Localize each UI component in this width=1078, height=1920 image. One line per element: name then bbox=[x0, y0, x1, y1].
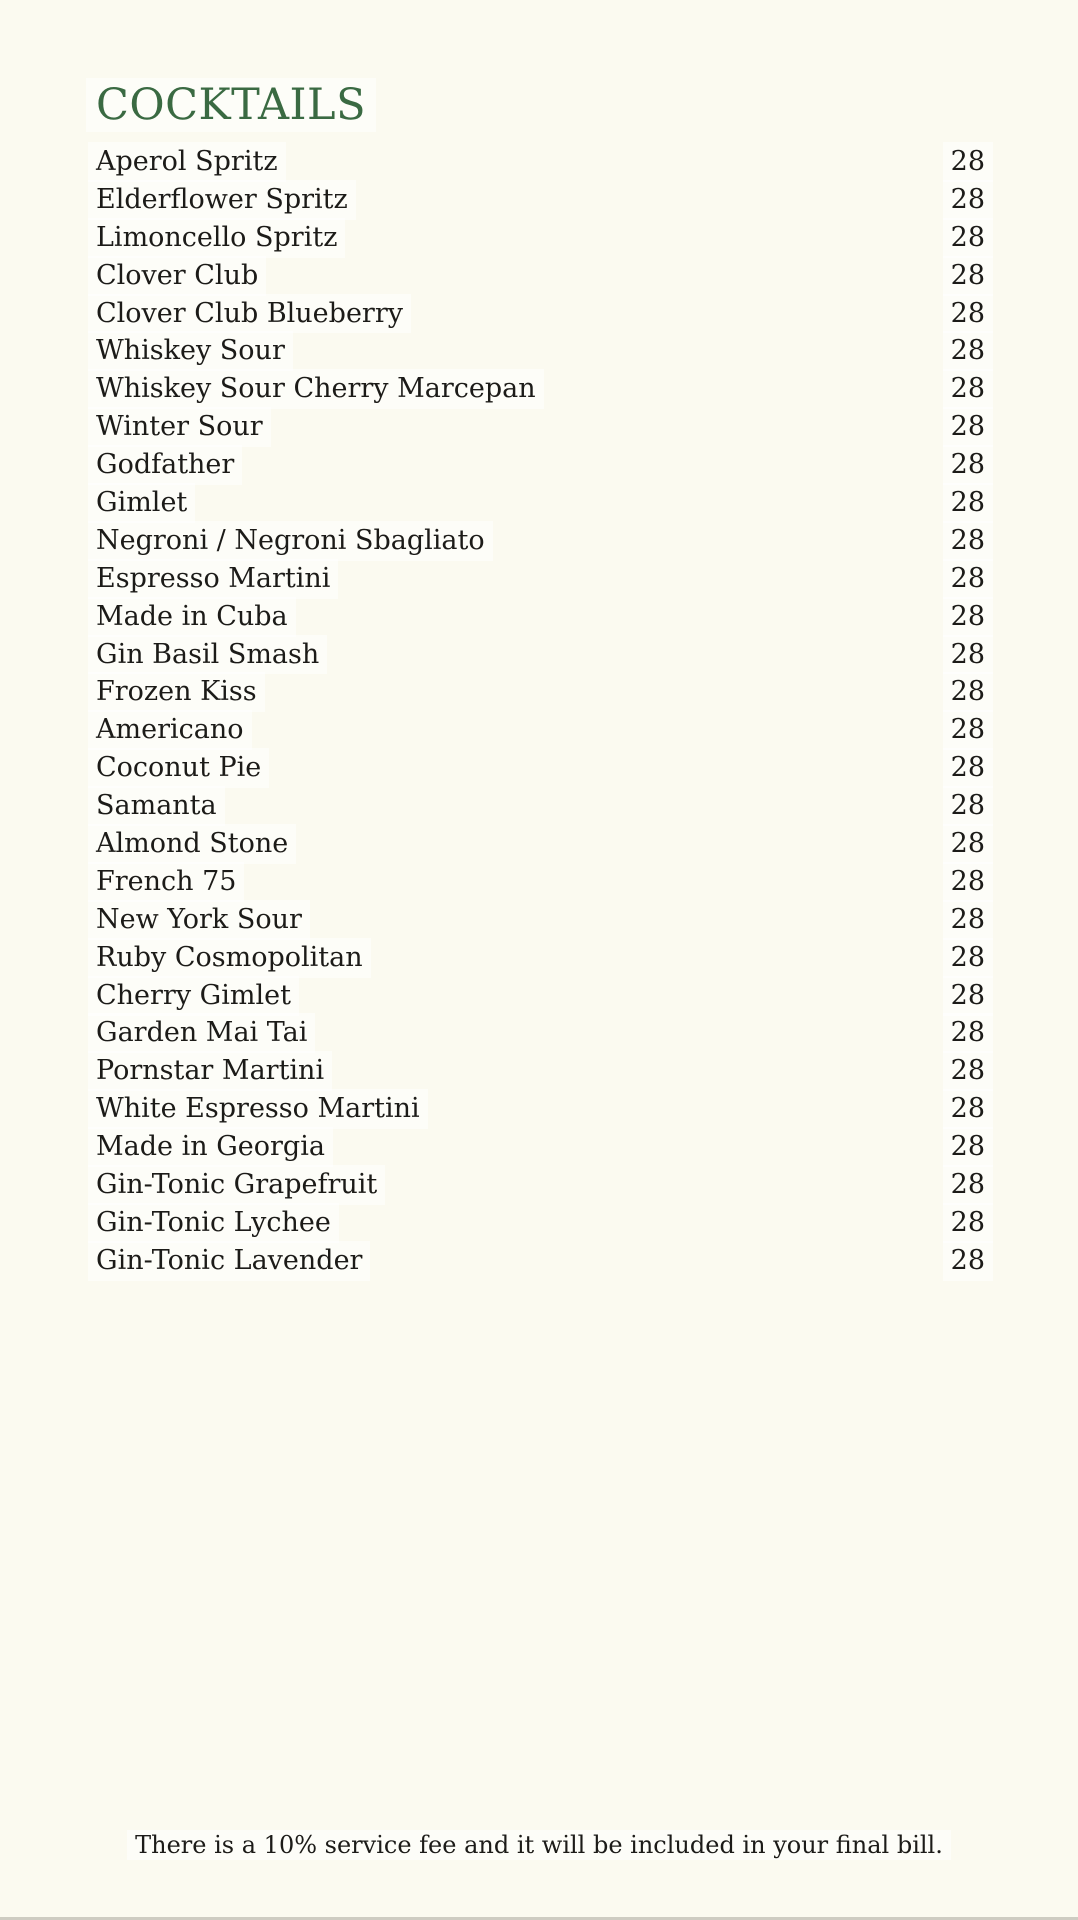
menu-item-row bbox=[96, 749, 985, 787]
menu-item-price: 28 bbox=[943, 331, 993, 371]
menu-item-price: 28 bbox=[943, 748, 993, 788]
menu-item-row bbox=[96, 143, 985, 181]
menu-item-name: White Espresso Martini bbox=[88, 1089, 428, 1129]
menu-item-name: Clover Club bbox=[88, 256, 266, 296]
menu-item-price: 28 bbox=[943, 483, 993, 523]
menu-item-row bbox=[96, 295, 985, 333]
menu-item-name: Espresso Martini bbox=[88, 559, 338, 599]
menu-item-name: Cherry Gimlet bbox=[88, 976, 299, 1016]
menu-item-name: Limoncello Spritz bbox=[88, 218, 345, 258]
menu-item-price: 28 bbox=[943, 1127, 993, 1167]
menu-item-row bbox=[96, 446, 985, 484]
menu-item-name: Gin Basil Smash bbox=[88, 635, 327, 675]
menu-item-name: Made in Georgia bbox=[88, 1127, 333, 1167]
menu-item-row bbox=[96, 939, 985, 977]
menu-item-row bbox=[96, 1014, 985, 1052]
menu-item-name: Aperol Spritz bbox=[88, 142, 286, 182]
menu-item-price: 28 bbox=[943, 180, 993, 220]
menu-item-price: 28 bbox=[943, 635, 993, 675]
menu-item-name: New York Sour bbox=[88, 900, 310, 940]
menu-item-price: 28 bbox=[943, 142, 993, 182]
menu-item-row bbox=[96, 560, 985, 598]
menu-item-price: 28 bbox=[943, 786, 993, 826]
menu-item-price: 28 bbox=[943, 900, 993, 940]
menu-item-row bbox=[96, 598, 985, 636]
menu-footer bbox=[0, 1829, 1078, 1861]
menu-item-name: Godfather bbox=[88, 445, 242, 485]
menu-item-price: 28 bbox=[943, 1051, 993, 1091]
menu-item-row bbox=[96, 1128, 985, 1166]
menu-item-name: Gin-Tonic Lavender bbox=[88, 1241, 370, 1281]
menu-item-row bbox=[96, 711, 985, 749]
menu-item-price: 28 bbox=[943, 1203, 993, 1243]
menu-item-row bbox=[96, 484, 985, 522]
menu-item-row bbox=[96, 181, 985, 219]
menu-item-price: 28 bbox=[943, 597, 993, 637]
menu-item-price: 28 bbox=[943, 1089, 993, 1129]
cocktail-list bbox=[96, 143, 985, 1280]
menu-item-row bbox=[96, 1166, 985, 1204]
menu-section-title-text: COCKTAILS bbox=[86, 78, 376, 132]
menu-item-name: Ruby Cosmopolitan bbox=[88, 938, 371, 978]
menu-item-name: Samanta bbox=[88, 786, 225, 826]
menu-item-price: 28 bbox=[943, 369, 993, 409]
menu-item-name: Clover Club Blueberry bbox=[88, 294, 411, 334]
menu-item-row bbox=[96, 1242, 985, 1280]
menu-item-name: Frozen Kiss bbox=[88, 672, 265, 712]
menu-item-price: 28 bbox=[943, 1165, 993, 1205]
menu-item-price: 28 bbox=[943, 1013, 993, 1053]
menu-item-row bbox=[96, 673, 985, 711]
service-fee-note bbox=[0, 1829, 1078, 1861]
menu-item-price: 28 bbox=[943, 294, 993, 334]
menu-item-name: Coconut Pie bbox=[88, 748, 269, 788]
menu-item-price: 28 bbox=[943, 445, 993, 485]
menu-item-row bbox=[96, 787, 985, 825]
menu-item-name: Americano bbox=[88, 710, 252, 750]
menu-item-row bbox=[96, 219, 985, 257]
menu-item-price: 28 bbox=[943, 407, 993, 447]
menu-item-name: Gimlet bbox=[88, 483, 195, 523]
menu-item-row bbox=[96, 370, 985, 408]
menu-item-name: Whiskey Sour bbox=[88, 331, 293, 371]
menu-item-row bbox=[96, 825, 985, 863]
menu-item-price: 28 bbox=[943, 862, 993, 902]
menu-item-name: Elderflower Spritz bbox=[88, 180, 356, 220]
menu-item-name: Whiskey Sour Cherry Marcepan bbox=[88, 369, 544, 409]
menu-item-name: Pornstar Martini bbox=[88, 1051, 332, 1091]
menu-item-row bbox=[96, 636, 985, 674]
menu-item-row bbox=[96, 863, 985, 901]
menu-item-name: Made in Cuba bbox=[88, 597, 296, 637]
menu-item-row bbox=[96, 1090, 985, 1128]
menu-item-price: 28 bbox=[943, 824, 993, 864]
menu-section-title bbox=[96, 80, 985, 130]
menu-item-name: Garden Mai Tai bbox=[88, 1013, 315, 1053]
menu-item-row bbox=[96, 1052, 985, 1090]
menu-item-name: Almond Stone bbox=[88, 824, 296, 864]
menu-item-row bbox=[96, 332, 985, 370]
menu-item-name: French 75 bbox=[88, 862, 244, 902]
menu-item-name: Negroni / Negroni Sbagliato bbox=[88, 521, 493, 561]
service-fee-note-text: There is a 10% service fee and it will be included in your final bill. bbox=[127, 1830, 951, 1860]
menu-item-name: Gin-Tonic Grapefruit bbox=[88, 1165, 385, 1205]
menu-item-price: 28 bbox=[943, 710, 993, 750]
menu-item-row bbox=[96, 1204, 985, 1242]
menu-item-price: 28 bbox=[943, 1241, 993, 1281]
menu-item-row bbox=[96, 977, 985, 1015]
menu-item-price: 28 bbox=[943, 521, 993, 561]
menu-item-price: 28 bbox=[943, 256, 993, 296]
menu-item-row bbox=[96, 257, 985, 295]
menu-item-price: 28 bbox=[943, 938, 993, 978]
menu-item-price: 28 bbox=[943, 218, 993, 258]
menu-item-row bbox=[96, 901, 985, 939]
menu-item-name: Gin-Tonic Lychee bbox=[88, 1203, 339, 1243]
menu-item-price: 28 bbox=[943, 672, 993, 712]
menu-item-name: Winter Sour bbox=[88, 407, 271, 447]
menu-item-row bbox=[96, 408, 985, 446]
menu-item-price: 28 bbox=[943, 559, 993, 599]
menu-item-row bbox=[96, 522, 985, 560]
menu-item-price: 28 bbox=[943, 976, 993, 1016]
